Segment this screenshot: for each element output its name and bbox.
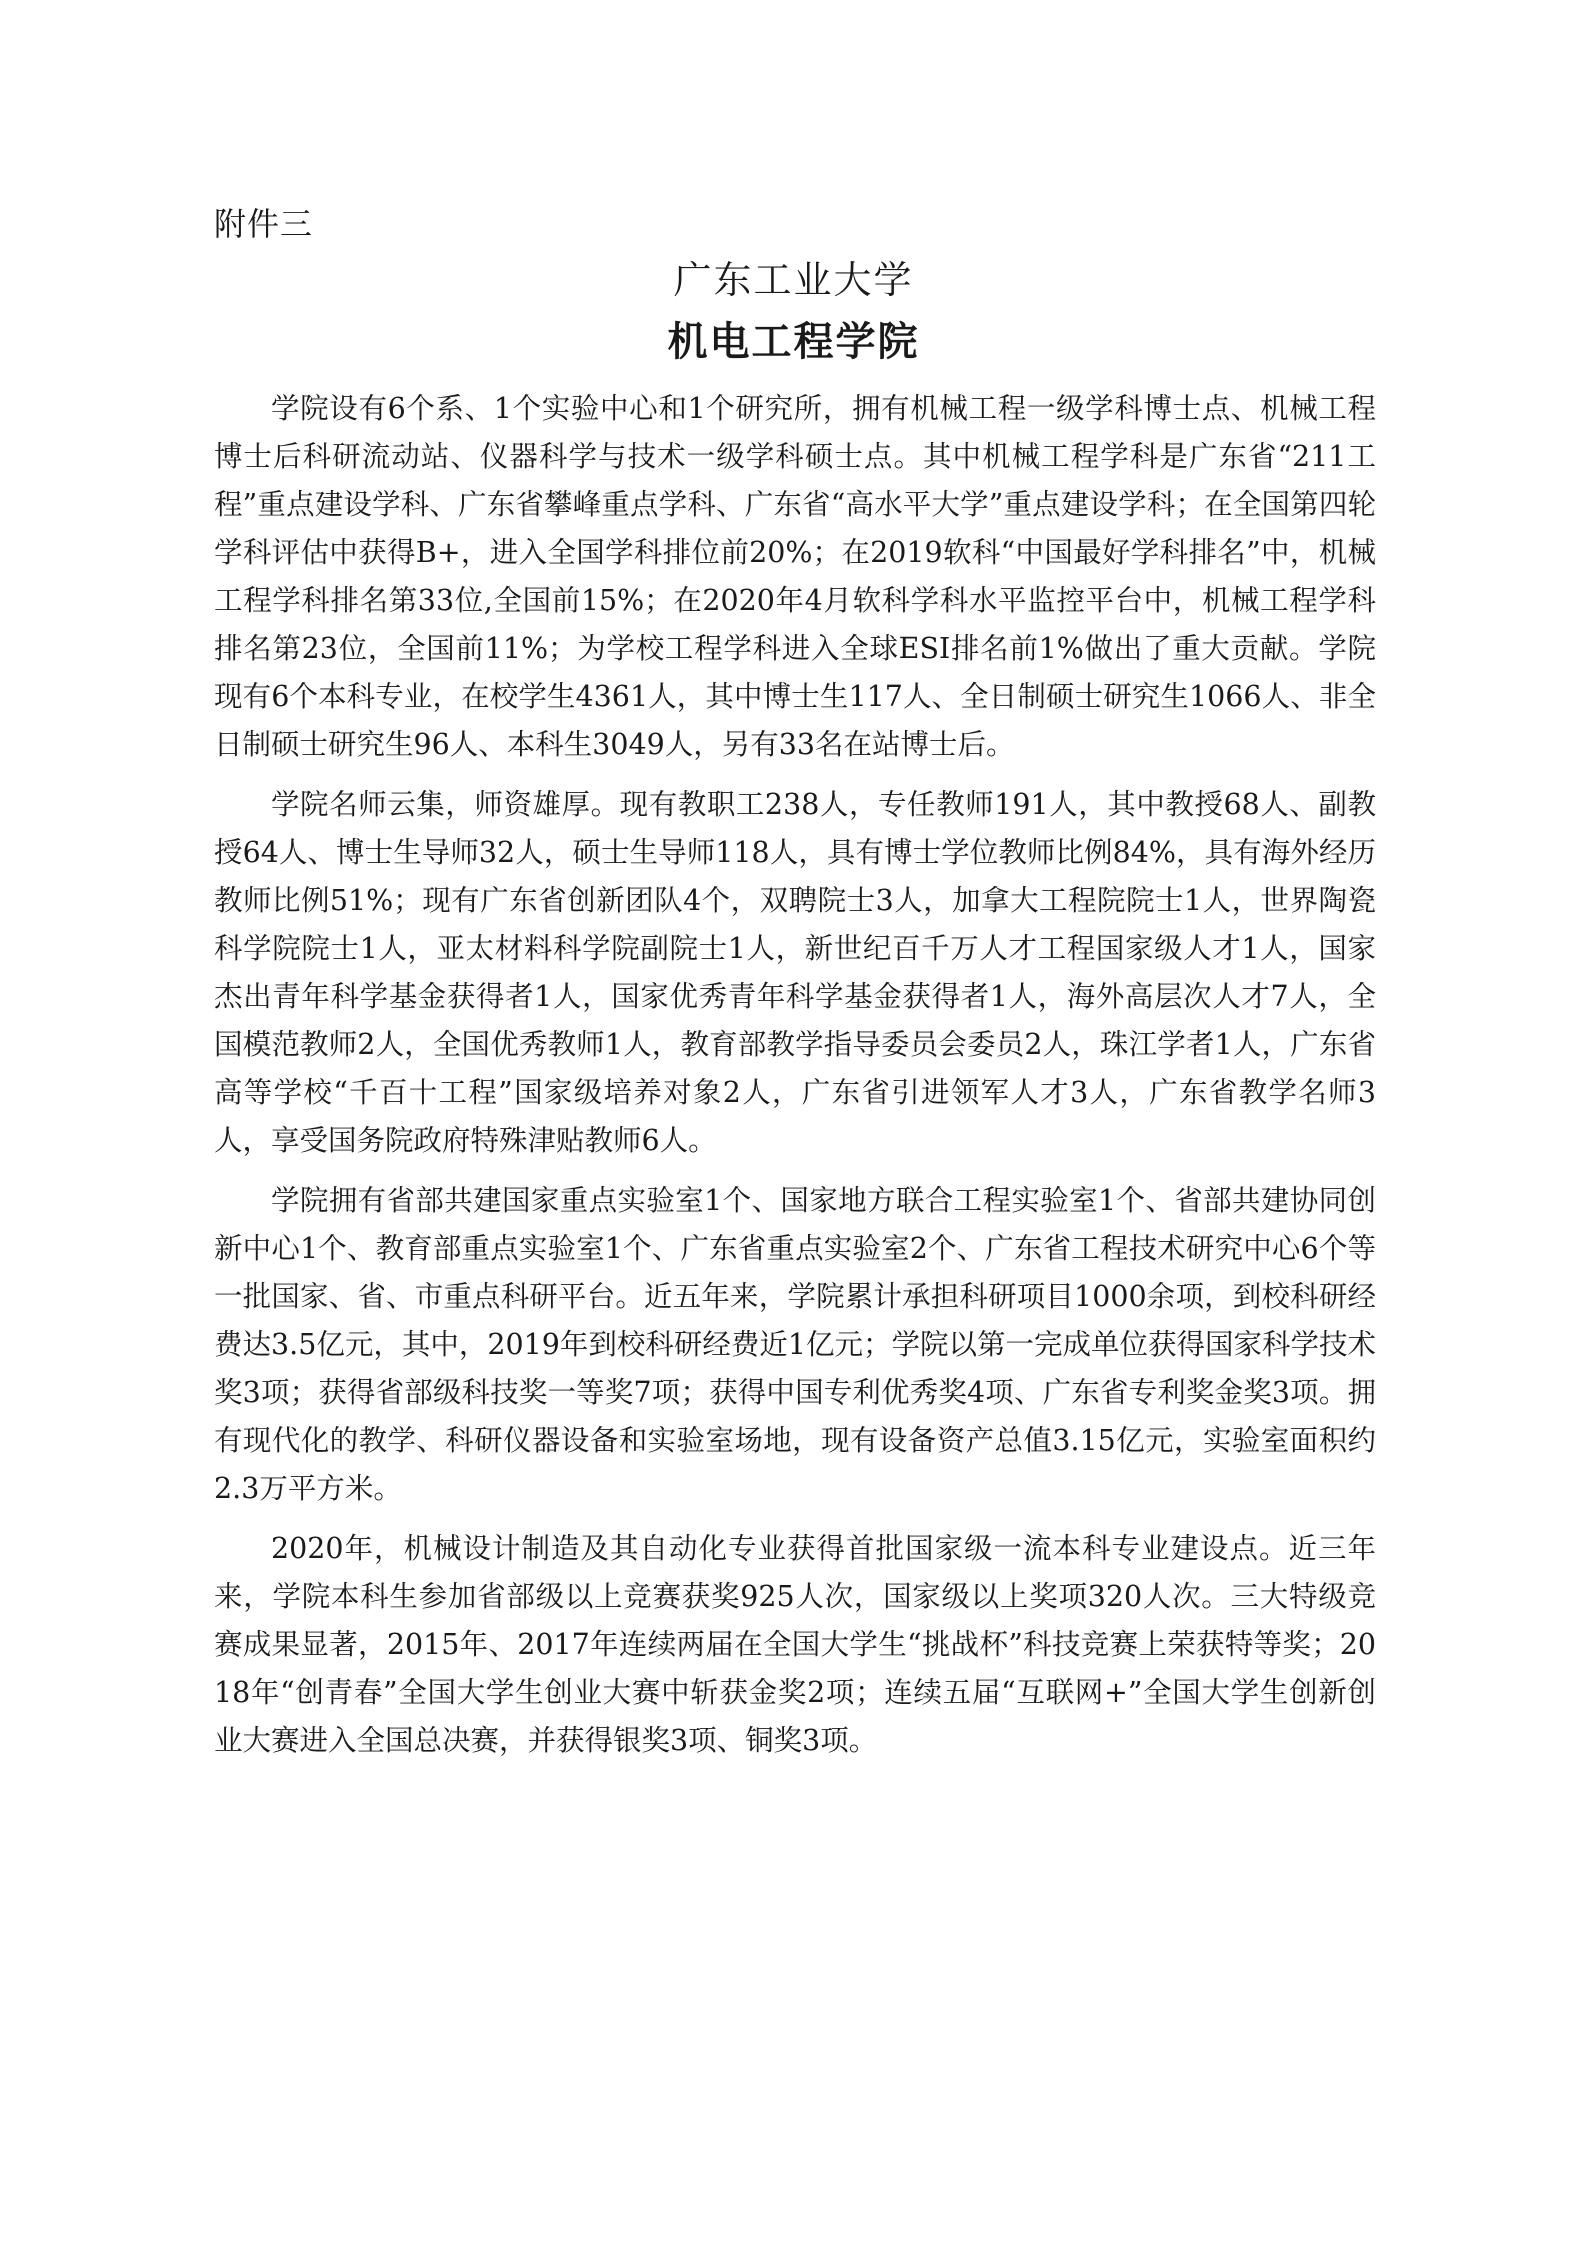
university-title: 广东工业大学 [673,258,914,302]
paragraph-overview: 学院设有6个系、1个实验中心和1个研究所，拥有机械工程一级学科博士点、机械工程博士后科研流动站、仪器科学与技术一级学科硕士点。其中机械工程学科是广东省“211工程”重点建设学科、广东省攀峰重点学科、广东省“高水平大学”重点建设学科；在全国第四轮学科评估中获得B+，进入全国学科排位前20%；在2019软科“中国最好学科排名”中，机械工程学科排名第33位,全国前15%；在2020年4月软科学科水平监控平台中，机械工程学科排名第23位，全国前11%；为学校工程学科进入全球ESI排名前1%做出了重大贡献。学院现有6个本科专业，在校学生4361人，其中博士生117人、全日制硕士研究生1066人、非全日制硕士研究生96人、本科生3049人，另有33名在站博士后。 [214,392,1376,761]
annex-label: 附件三 [214,205,314,243]
paragraph-research: 学院拥有省部共建国家重点实验室1个、国家地方联合工程实验室1个、省部共建协同创新中心1个、教育部重点实验室1个、广东省重点实验室2个、广东省工程技术研究中心6个等一批国家、省、市重点科研平台。近五年来，学院累计承担科研项目1000余项，到校科研经费达3.5亿元，其中，2019年到校科研经费近1亿元；学院以第一完成单位获得国家科学技术奖3项；获得省部级科技奖一等奖7项；获得中国专利优秀奖4项、广东省专利奖金奖3项。拥有现代化的教学、科研仪器设备和实验室场地，现有设备资产总值3.15亿元，实验室面积约2.3万平方米。 [214,1184,1376,1505]
body-text [214,385,1376,1777]
paragraph-teaching: 2020年，机械设计制造及其自动化专业获得首批国家级一流本科专业建设点。近三年来，学院本科生参加省部级以上竞赛获奖925人次，国家级以上奖项320人次。三大特级竞赛成果显著，2015年、2017年连续两届在全国大学生“挑战杯”科技竞赛上荣获特等奖；2018年“创青春”全国大学生创业大赛中斩获金奖2项；连续五届“互联网+”全国大学生创新创业大赛进入全国总决赛，并获得银奖3项、铜奖3项。 [214,1532,1376,1757]
college-title: 机电工程学院 [667,319,920,365]
paragraph-faculty: 学院名师云集，师资雄厚。现有教职工238人，专任教师191人，其中教授68人、副教授64人、博士生导师32人，硕士生导师118人，具有博士学位教师比例84%，具有海外经历教师比例51%；现有广东省创新团队4个，双聘院士3人，加拿大工程院院士1人，世界陶瓷科学院院士1人，亚太材料科学院副院士1人，新世纪百千万人才工程国家级人才1人，国家杰出青年科学基金获得者1人，国家优秀青年科学基金获得者1人，海外高层次人才7人，全国模范教师2人，全国优秀教师1人，教育部教学指导委员会委员2人，珠江学者1人，广东省高等学校“千百十工程”国家级培养对象2人，广东省引进领军人才3人，广东省教学名师3人，享受国务院政府特殊津贴教师6人。 [214,788,1376,1157]
